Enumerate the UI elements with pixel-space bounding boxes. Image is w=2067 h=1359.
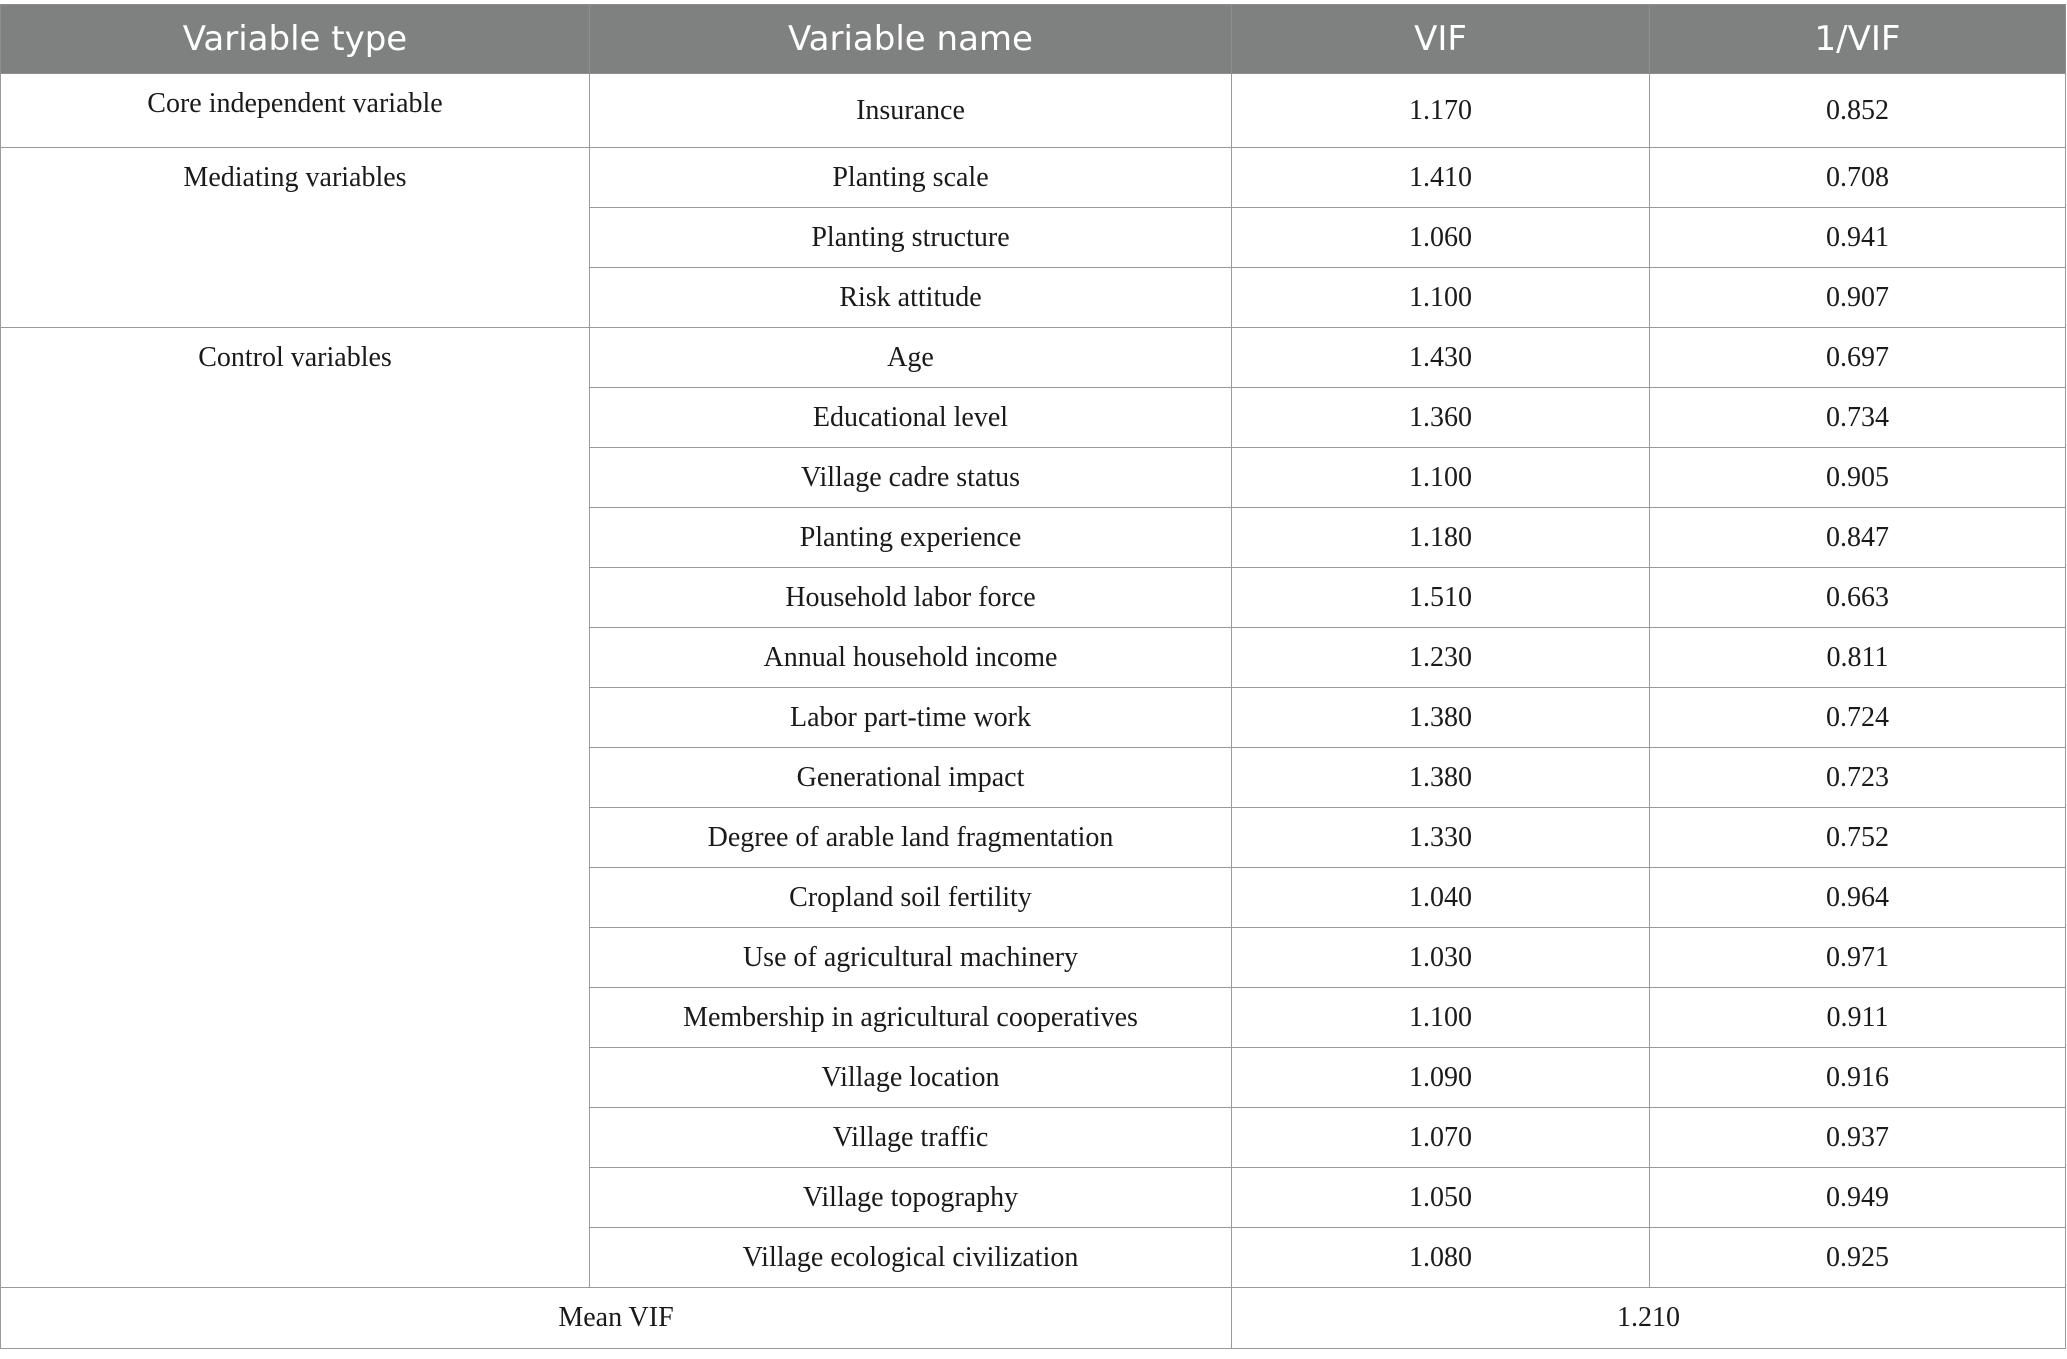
vif-cell: 1.100: [1232, 268, 1650, 328]
vif-cell: 1.070: [1232, 1108, 1650, 1168]
vif-cell: 1.100: [1232, 988, 1650, 1048]
vif-cell: 1.410: [1232, 148, 1650, 208]
inverse-vif-cell: 0.907: [1650, 268, 2066, 328]
mean-vif-row: [1, 1288, 2066, 1349]
vif-cell: 1.380: [1232, 748, 1650, 808]
inverse-vif-cell: 0.724: [1650, 688, 2066, 748]
inverse-vif-cell: 0.697: [1650, 328, 2066, 388]
inverse-vif-cell: 0.964: [1650, 868, 2066, 928]
table-row: [1, 328, 2066, 388]
vif-cell: 1.170: [1232, 74, 1650, 148]
header-inverse-vif: 1/VIF: [1650, 5, 2066, 74]
vif-cell: 1.030: [1232, 928, 1650, 988]
variable-type-cell: Control variables: [1, 328, 590, 1288]
header-row: [1, 5, 2066, 74]
mean-vif-label: Mean VIF: [1, 1288, 1232, 1349]
vif-cell: 1.380: [1232, 688, 1650, 748]
variable-name-cell: Risk attitude: [590, 268, 1232, 328]
vif-cell: 1.100: [1232, 448, 1650, 508]
inverse-vif-cell: 0.911: [1650, 988, 2066, 1048]
inverse-vif-cell: 0.847: [1650, 508, 2066, 568]
variable-name-cell: Annual household income: [590, 628, 1232, 688]
header-variable-name: Variable name: [590, 5, 1232, 74]
table-row: [1, 74, 2066, 148]
variable-name-cell: Degree of arable land fragmentation: [590, 808, 1232, 868]
table-body: [1, 74, 2066, 1349]
vif-table: [0, 4, 2066, 1349]
vif-cell: 1.090: [1232, 1048, 1650, 1108]
inverse-vif-cell: 0.734: [1650, 388, 2066, 448]
inverse-vif-cell: 0.916: [1650, 1048, 2066, 1108]
vif-cell: 1.060: [1232, 208, 1650, 268]
inverse-vif-cell: 0.949: [1650, 1168, 2066, 1228]
vif-cell: 1.360: [1232, 388, 1650, 448]
mean-vif-value: 1.210: [1232, 1288, 2066, 1349]
variable-name-cell: Age: [590, 328, 1232, 388]
variable-name-cell: Cropland soil fertility: [590, 868, 1232, 928]
inverse-vif-cell: 0.811: [1650, 628, 2066, 688]
vif-cell: 1.050: [1232, 1168, 1650, 1228]
variable-type-cell: Core independent variable: [1, 74, 590, 148]
inverse-vif-cell: 0.852: [1650, 74, 2066, 148]
inverse-vif-cell: 0.937: [1650, 1108, 2066, 1168]
variable-name-cell: Village cadre status: [590, 448, 1232, 508]
variable-name-cell: Generational impact: [590, 748, 1232, 808]
variable-name-cell: Educational level: [590, 388, 1232, 448]
variable-type-cell: Mediating variables: [1, 148, 590, 328]
header-vif: VIF: [1232, 5, 1650, 74]
variable-name-cell: Insurance: [590, 74, 1232, 148]
variable-name-cell: Planting experience: [590, 508, 1232, 568]
header-variable-type: Variable type: [1, 5, 590, 74]
inverse-vif-cell: 0.941: [1650, 208, 2066, 268]
inverse-vif-cell: 0.905: [1650, 448, 2066, 508]
vif-cell: 1.430: [1232, 328, 1650, 388]
variable-name-cell: Labor part-time work: [590, 688, 1232, 748]
variable-name-cell: Village traffic: [590, 1108, 1232, 1168]
vif-cell: 1.040: [1232, 868, 1650, 928]
vif-cell: 1.510: [1232, 568, 1650, 628]
variable-name-cell: Use of agricultural machinery: [590, 928, 1232, 988]
inverse-vif-cell: 0.752: [1650, 808, 2066, 868]
inverse-vif-cell: 0.925: [1650, 1228, 2066, 1288]
inverse-vif-cell: 0.723: [1650, 748, 2066, 808]
variable-name-cell: Planting scale: [590, 148, 1232, 208]
variable-name-cell: Membership in agricultural cooperatives: [590, 988, 1232, 1048]
inverse-vif-cell: 0.663: [1650, 568, 2066, 628]
variable-name-cell: Village topography: [590, 1168, 1232, 1228]
inverse-vif-cell: 0.708: [1650, 148, 2066, 208]
inverse-vif-cell: 0.971: [1650, 928, 2066, 988]
variable-name-cell: Household labor force: [590, 568, 1232, 628]
vif-cell: 1.180: [1232, 508, 1650, 568]
vif-cell: 1.330: [1232, 808, 1650, 868]
variable-name-cell: Village location: [590, 1048, 1232, 1108]
vif-cell: 1.230: [1232, 628, 1650, 688]
table-row: [1, 148, 2066, 208]
variable-name-cell: Planting structure: [590, 208, 1232, 268]
vif-cell: 1.080: [1232, 1228, 1650, 1288]
variable-name-cell: Village ecological civilization: [590, 1228, 1232, 1288]
